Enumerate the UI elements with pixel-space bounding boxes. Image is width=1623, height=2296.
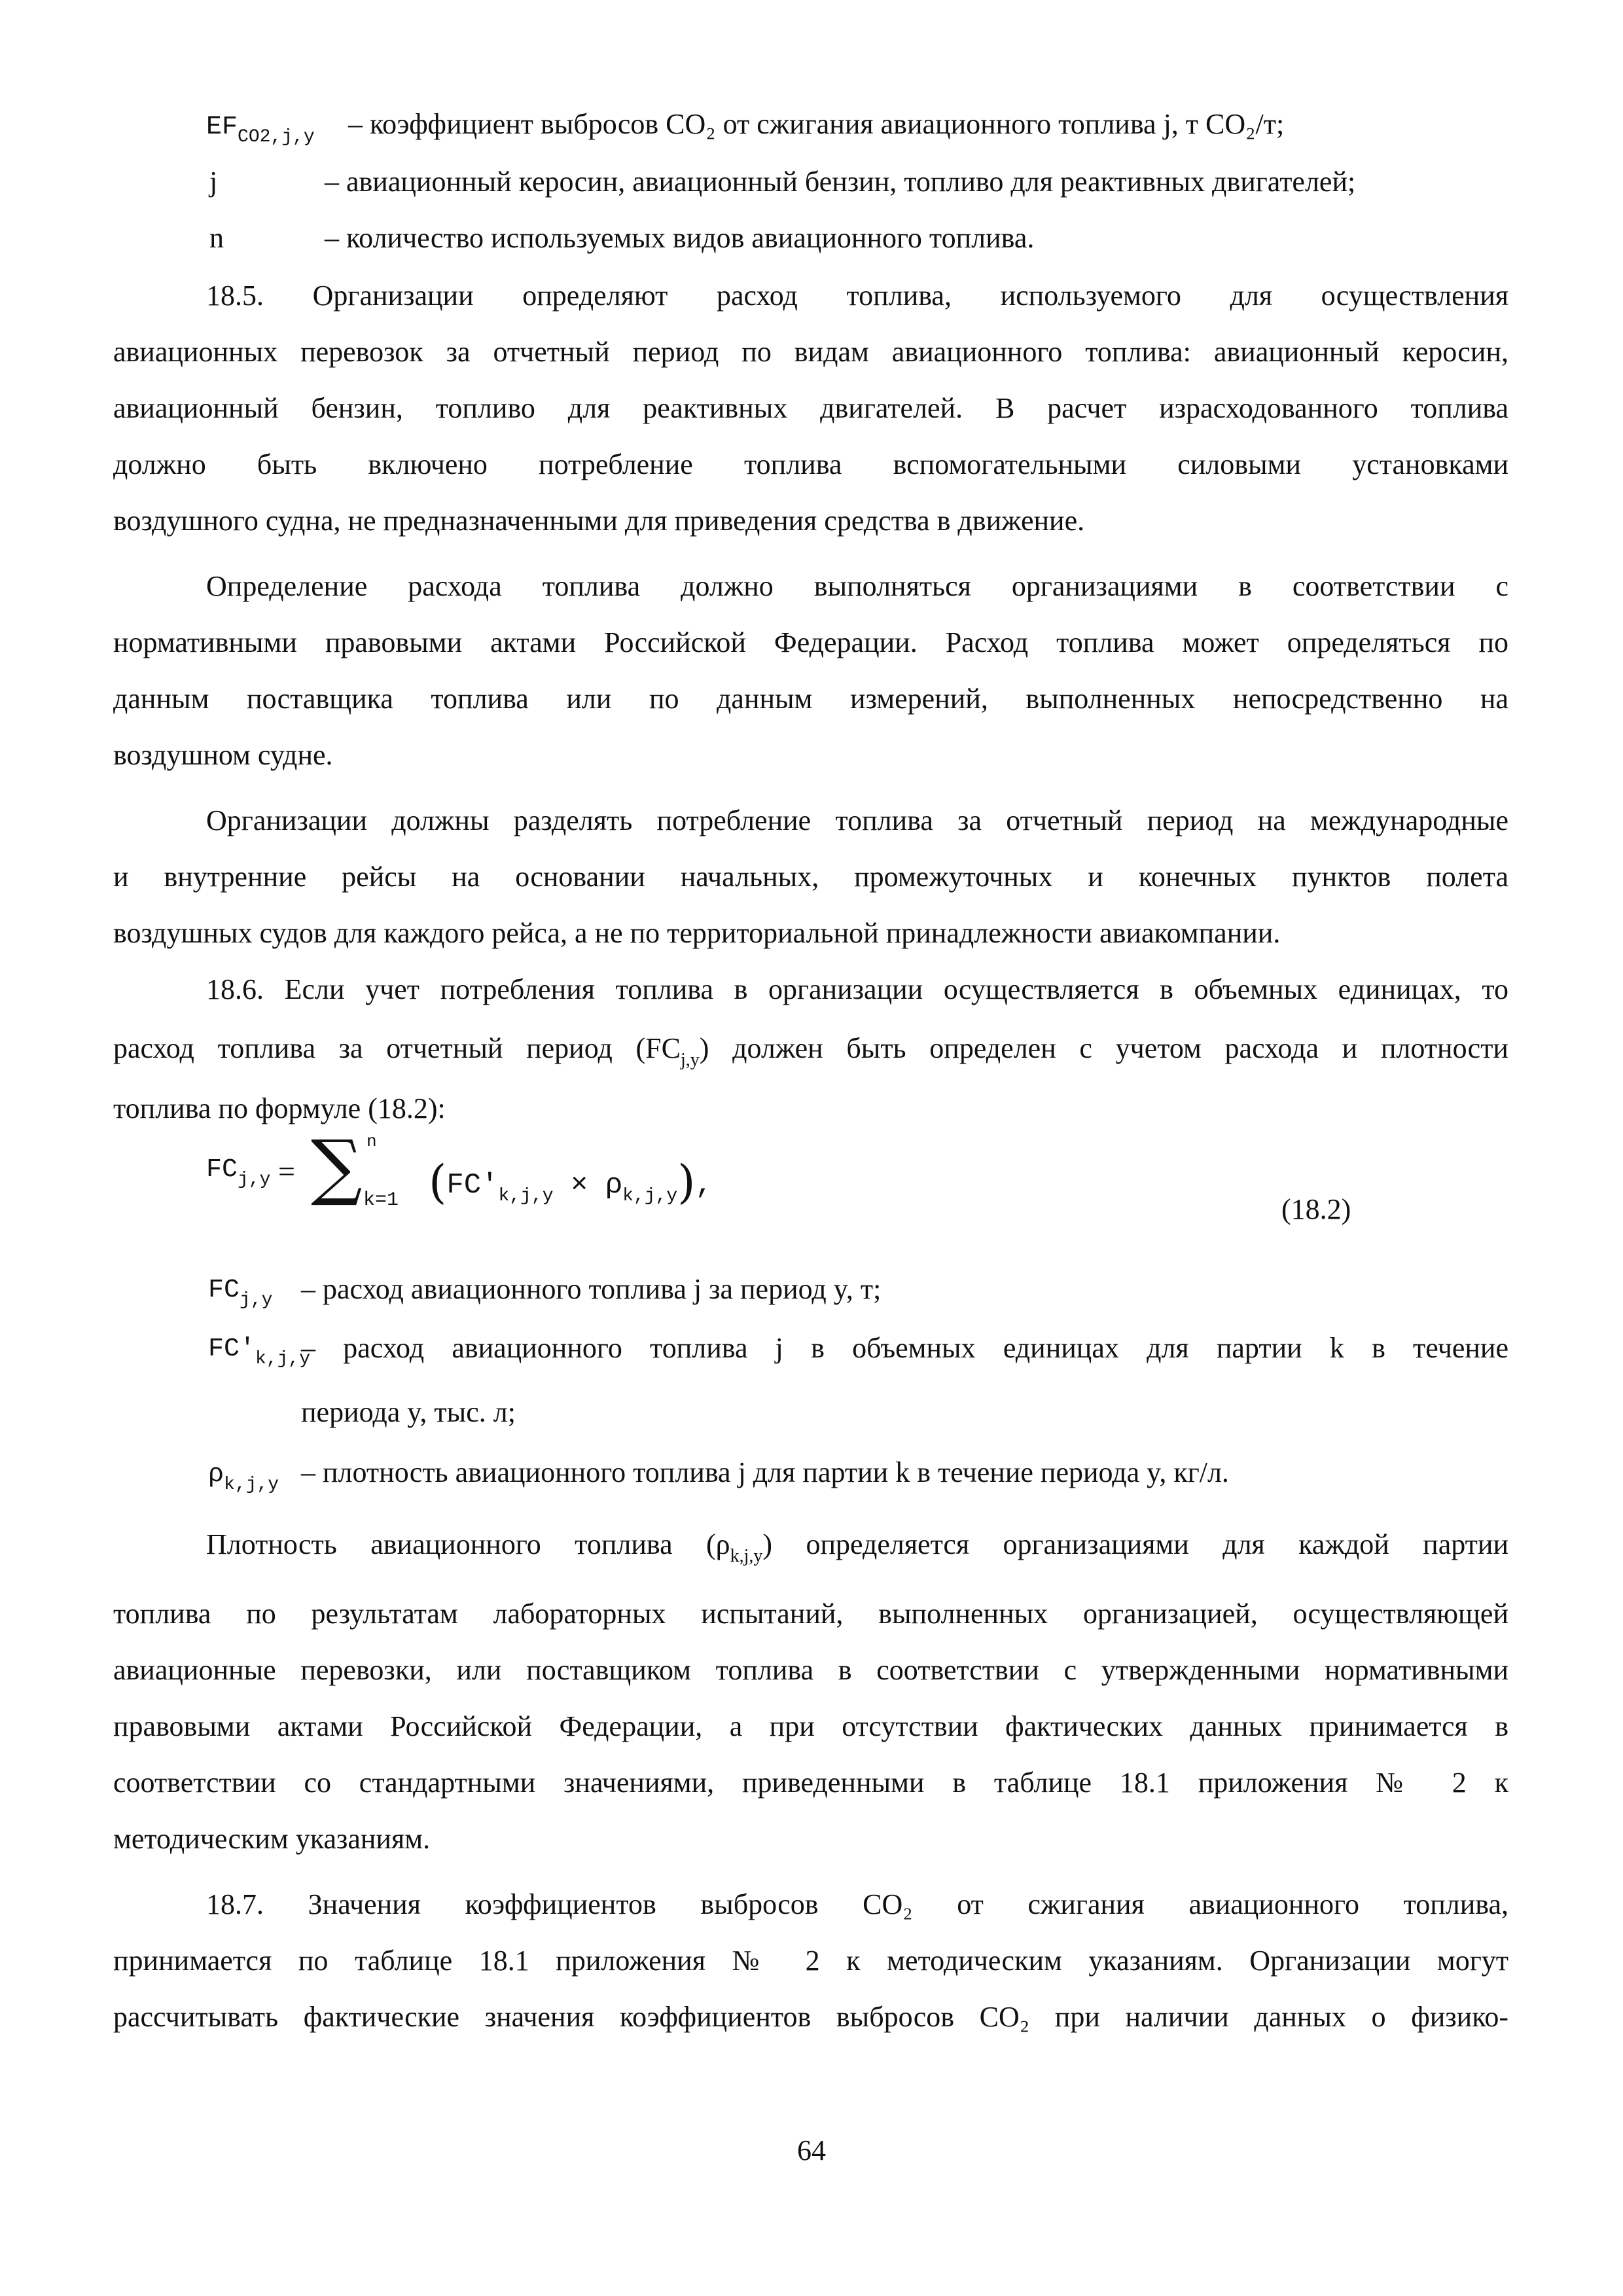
def-text-j: – авиационный керосин, авиационный бензин, топливо для реактивных двигателей; <box>325 166 1356 198</box>
para-definition-line: воздушном судне. <box>113 739 333 771</box>
def-symbol-ef: $EF_{CO2,j,y}$ <box>206 113 315 147</box>
para-separation-line: и внутренние рейсы на основании начальных, промежуточных и конечных пунктов полета <box>113 861 1508 893</box>
para-18-5-line: должно быть включено потребление топлива вспомогательными силовыми установками <box>113 448 1508 480</box>
para-definition-line: Определение расхода топлива должно выполняться организациями в соответствии с <box>206 570 1508 602</box>
para-separation-line: Организации должны разделять потребление топлива за отчетный период на международные <box>206 804 1508 836</box>
def-symbol-fc-prime: $FC'_{k,j,y}$ <box>208 1335 311 1369</box>
para-18-5-line: авиационный бензин, топливо для реактивных двигателей. В расчет израсходованного топлива <box>113 392 1508 424</box>
para-density-line: Плотность авиационного топлива $(\rho_{k,j,y})$ определяется организациями для каждой партии <box>206 1528 1508 1566</box>
def-text-n: – количество используемых видов авиационного топлива. <box>325 222 1035 254</box>
def-text-rho: – плотность авиационного топлива j для партии k в течение периода y, кг/л. <box>301 1456 1229 1488</box>
para-18-5-line: 18.5. Организации определяют расход топлива, используемого для осуществления <box>206 279 1508 312</box>
para-definition-line: данным поставщика топлива или по данным измерений, выполненных непосредственно на <box>113 683 1508 715</box>
formula-body: $(FC'_{k,j,y} \times \rho_{k,j,y})$, <box>429 1155 713 1209</box>
def-text-fc-prime-cont: периода y, тыс. л; <box>301 1396 516 1428</box>
def-text-fc-prime: – расход авиационного топлива j в объемных единицах для партии k в течение <box>301 1332 1508 1364</box>
para-18-6-line: расход топлива за отчетный период $(FC_{j,y})$ должен быть определен с учетом расхода и плотности <box>113 1032 1508 1070</box>
def-symbol-j: j <box>209 166 218 198</box>
def-text-ef: – коэффициент выбросов CO₂ от сжигания авиационного топлива j, т CO₂/т; <box>348 108 1285 140</box>
para-18-6-line: 18.6. Если учет потребления топлива в организации осуществляется в объемных единицах, то <box>206 973 1508 1005</box>
def-symbol-n: n <box>209 222 224 254</box>
sum-sign: ∑ <box>311 1124 363 1208</box>
formula-equals: = <box>278 1155 295 1188</box>
para-density-line: методическим указаниям. <box>113 1823 431 1855</box>
para-separation-line: воздушных судов для каждого рейса, а не по территориальной принадлежности авиакомпании. <box>113 917 1281 949</box>
para-18-7-line: 18.7. Значения коэффициентов выбросов CO₂ от сжигания авиационного топлива, <box>206 1888 1508 1920</box>
page-number: 64 <box>797 2134 826 2166</box>
para-definition-line: нормативными правовыми актами Российской Федерации. Расход топлива может определяться по <box>113 626 1508 658</box>
para-18-6-line: топлива по формуле (18.2): <box>113 1092 446 1124</box>
para-18-5-line: авиационных перевозок за отчетный период по видам авиационного топлива: авиационный керосин, <box>113 336 1508 368</box>
equation-number: (18.2) <box>1281 1193 1351 1225</box>
sum-lower-limit: k=1 <box>363 1189 399 1211</box>
para-density-line: авиационные перевозки, или поставщиком топлива в соответствии с утвержденными нормативными <box>113 1654 1508 1686</box>
formula-18-2 <box>206 1124 795 1234</box>
para-18-7-line: рассчитывать фактические значения коэффициентов выбросов CO₂ при наличии данных о физико- <box>113 2001 1508 2033</box>
para-18-5-line: воздушного судна, не предназначенными для приведения средства в движение. <box>113 505 1085 537</box>
para-density-line: топлива по результатам лабораторных испытаний, выполненных организацией, осуществляющей <box>113 1598 1508 1630</box>
def-symbol-rho: $\rho_{k,j,y}$ <box>208 1460 279 1495</box>
def-text-fc: – расход авиационного топлива j за период y, т; <box>301 1273 882 1305</box>
para-density-line: соответствии со стандартными значениями, приведенными в таблице 18.1 приложения № 2 к <box>113 1767 1508 1799</box>
para-18-7-line: принимается по таблице 18.1 приложения № 2 к методическим указаниям. Организации могут <box>113 1945 1508 1977</box>
def-symbol-fc: $FC_{j,y}$ <box>208 1276 273 1310</box>
para-density-line: правовыми актами Российской Федерации, а при отсутствии фактических данных принимается в <box>113 1710 1508 1742</box>
sum-upper-limit: n <box>366 1132 377 1151</box>
formula-lhs: $FC_{j,y}$ <box>206 1155 271 1190</box>
